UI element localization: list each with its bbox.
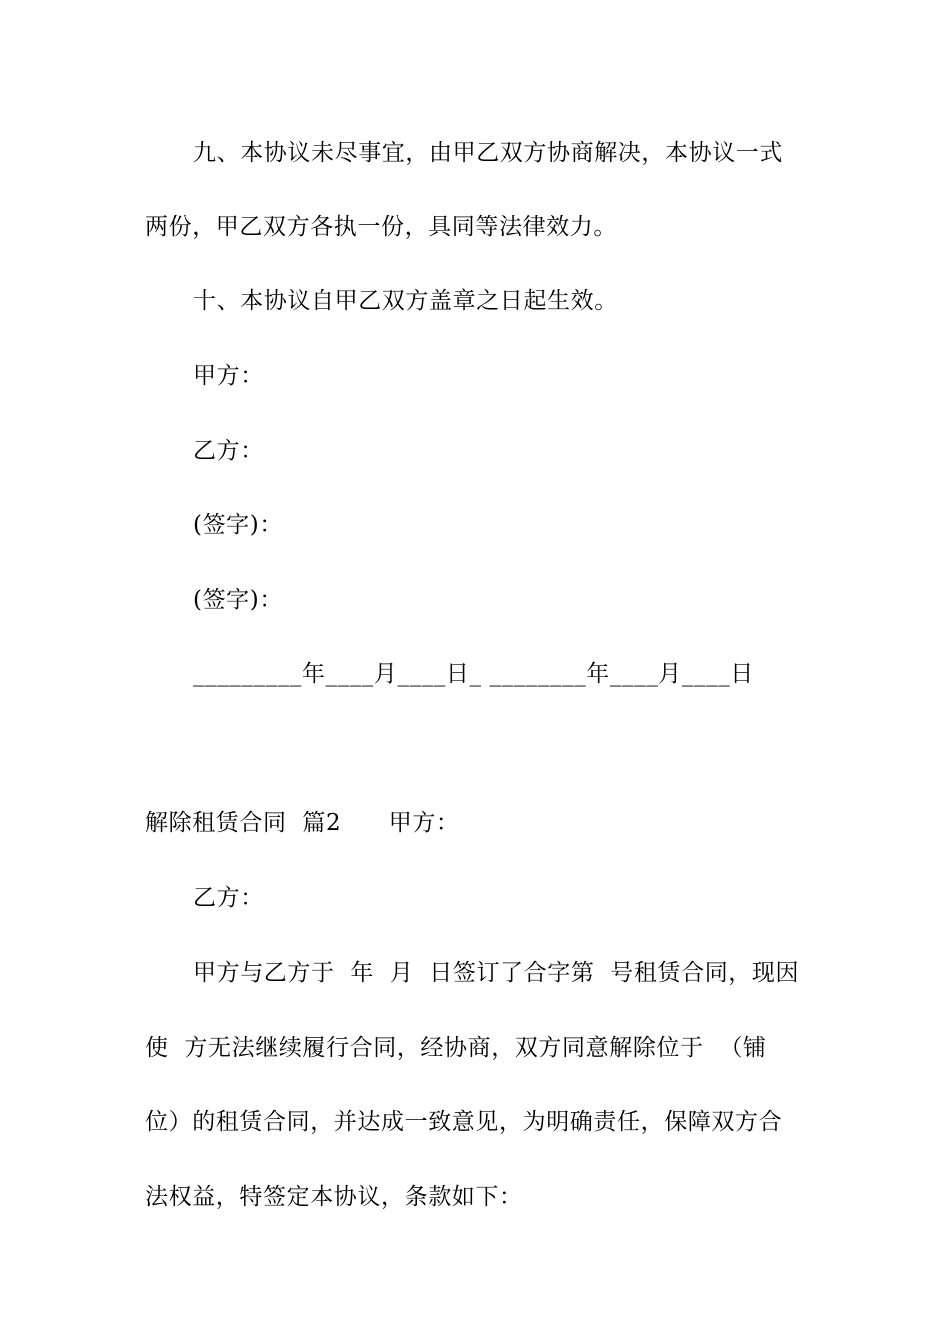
section-2-paragraph-line-4: 法权益，特签定本协议，条款如下：	[145, 1184, 523, 1210]
clause-9-line-2: 两份，甲乙双方各执一份，具同等法律效力。	[145, 214, 617, 240]
section-2-paragraph-line-3: 位）的租赁合同，并达成一致意见，为明确责任，保障双方合	[145, 1109, 783, 1135]
party-a-label: 甲方：	[193, 363, 264, 389]
signature-label-b: (签字)：	[193, 587, 283, 613]
clause-9-line-1: 九、本协议未尽事宜，由甲乙双方协商解决，本协议一式	[193, 140, 783, 166]
section-2-paragraph-line-1: 甲方与乙方于 年 月 日签订了合字第 号租赁合同，现因	[193, 960, 800, 986]
section-2-heading: 解除租赁合同 篇2 甲方：	[145, 810, 460, 836]
signature-label-a: (签字)：	[193, 512, 283, 538]
party-b-label: 乙方：	[193, 438, 264, 464]
section-2-party-b-label: 乙方：	[193, 885, 264, 911]
date-line: _________年____月____日_ ________年____月____日	[193, 661, 754, 687]
section-2-paragraph-line-2: 使 方无法继续履行合同，经协商，双方同意解除位于 （铺	[145, 1035, 767, 1061]
clause-10: 十、本协议自甲乙双方盖章之日起生效。	[193, 288, 618, 314]
